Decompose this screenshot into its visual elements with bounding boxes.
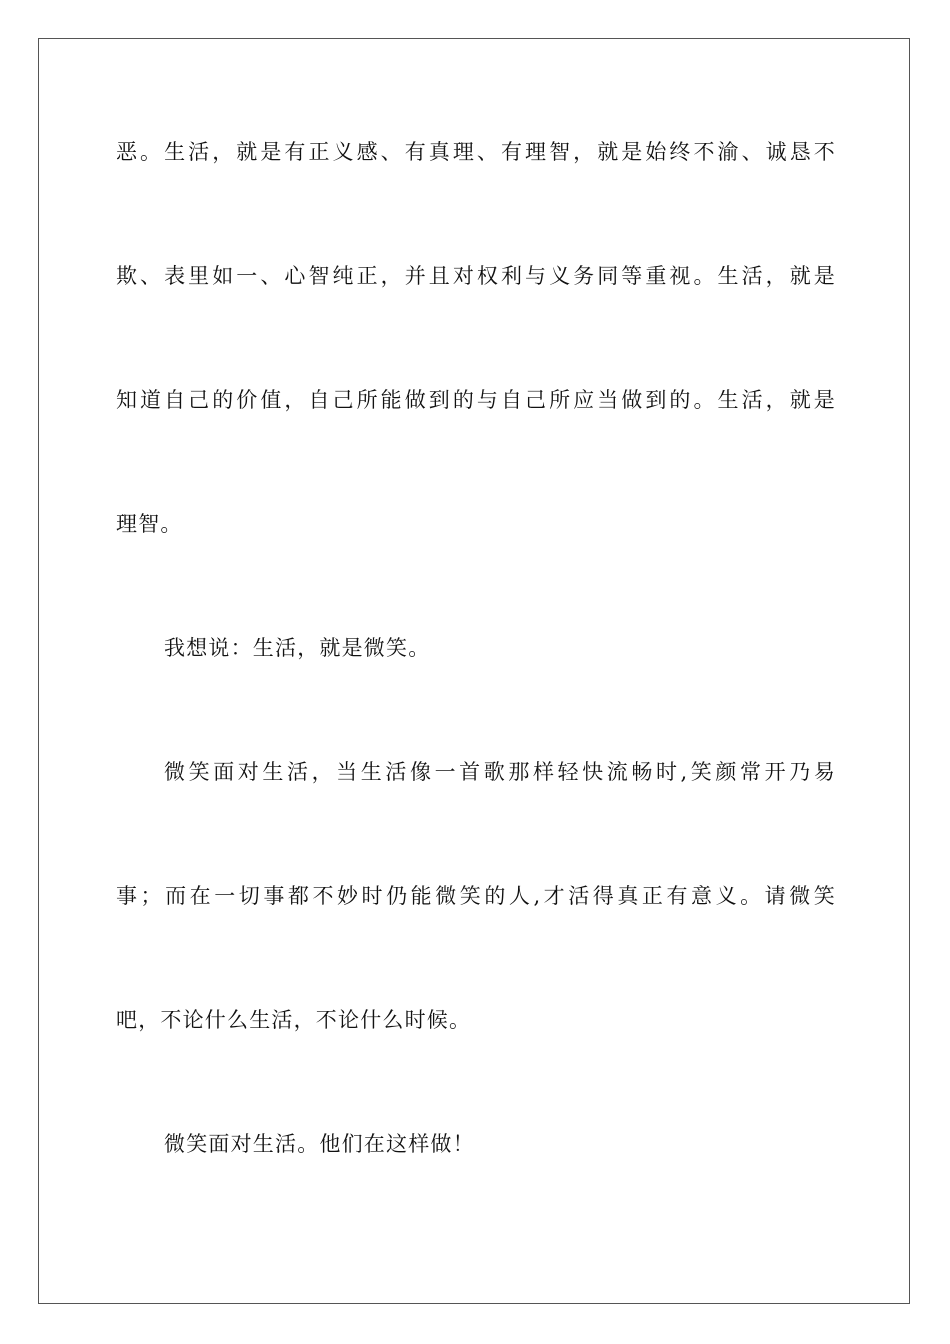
body-line-3: 知道自己的价值，自己所能做到的与自己所应当做到的。生活，就是	[116, 388, 836, 412]
body-line-2: 欺、表里如一、心智纯正，并且对权利与义务同等重视。生活，就是	[116, 264, 836, 288]
body-line-7: 事；而在一切事都不妙时仍能微笑的人,才活得真正有意义。请微笑	[116, 884, 836, 908]
paragraph-line-5: 我想说：生活，就是微笑。	[164, 636, 431, 660]
paragraph-line-9: 微笑面对生活。他们在这样做！	[164, 1132, 475, 1156]
page-frame	[38, 38, 910, 1304]
body-line-1: 恶。生活，就是有正义感、有真理、有理智，就是始终不渝、诚恳不	[116, 140, 836, 164]
body-line-8: 吧，不论什么生活，不论什么时候。	[116, 1008, 472, 1032]
body-line-4: 理智。	[116, 512, 183, 536]
paragraph-line-6: 微笑面对生活，当生活像一首歌那样轻快流畅时,笑颜常开乃易	[164, 760, 836, 784]
